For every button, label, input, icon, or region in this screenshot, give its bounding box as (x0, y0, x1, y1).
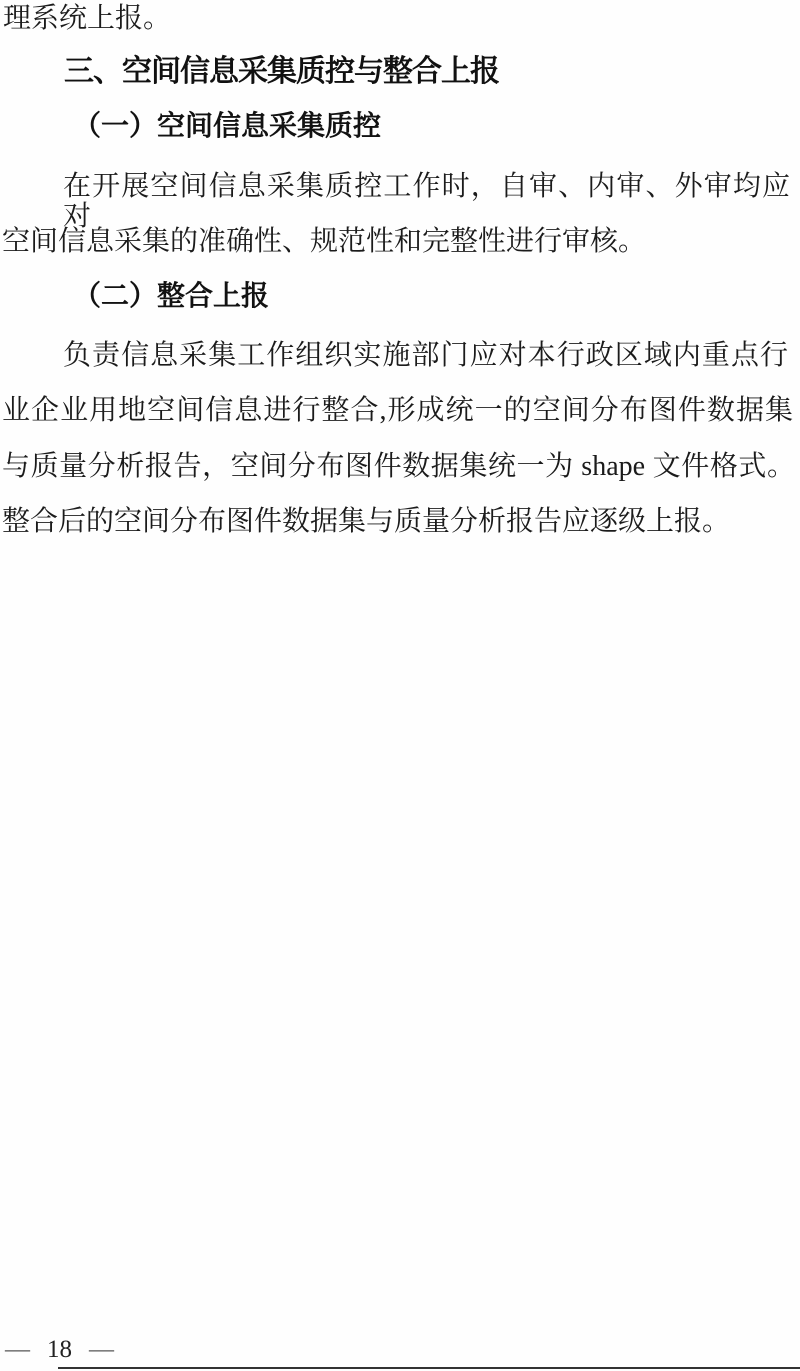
subsection-2-heading: （二）整合上报 (73, 281, 270, 312)
page-number: 18 (47, 1336, 72, 1363)
section-heading: 三、空间信息采集质控与整合上报 (64, 55, 499, 88)
page-footer (5, 1337, 114, 1363)
paragraph-1-line-2: 空间信息采集的准确性、规范性和完整性进行审核。 (2, 226, 647, 257)
paragraph-2-line-4: 整合后的空间分布图件数据集与质量分析报告应逐级上报。 (2, 506, 731, 537)
paragraph-2-line-1: 负责信息采集工作组织实施部门应对本行政区域内重点行 (63, 340, 788, 371)
subsection-1-heading: （一）空间信息采集质控 (73, 111, 382, 142)
paragraph-1-line-1: 在开展空间信息采集质控工作时，自审、内审、外审均应对 (63, 171, 790, 232)
paragraph-2-line-2: 业企业用地空间信息进行整合,形成统一的空间分布图件数据集 (2, 395, 793, 426)
footer-dash-left: — (5, 1336, 30, 1363)
carryover-text-line: 理系统上报。 (3, 3, 172, 34)
paragraph-2-line-3: 与质量分析报告，空间分布图件数据集统一为 shape 文件格式。 (2, 451, 795, 482)
footer-dash-right: — (89, 1336, 114, 1363)
scan-edge-artifact (58, 1367, 800, 1369)
